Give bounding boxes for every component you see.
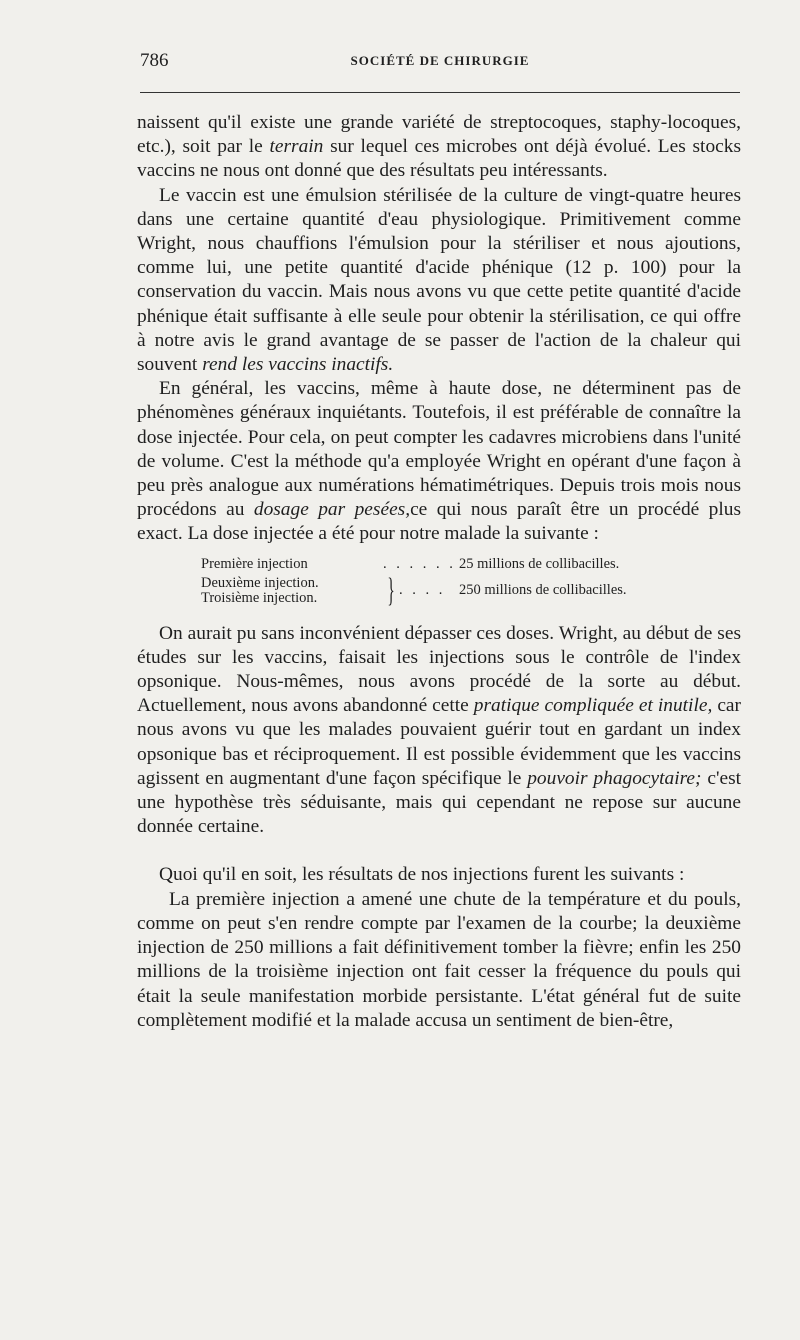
header-rule xyxy=(140,92,740,93)
page-header xyxy=(140,50,740,76)
injection-label: Première injection xyxy=(201,555,308,572)
italic-run: terrain xyxy=(269,136,324,158)
injection-value: 250 millions de collibacilles. xyxy=(459,582,627,599)
injection-value: 25 millions de collibacilles. xyxy=(459,555,620,572)
text-run: car nous avons vu que les malades pouvaient guérir tout en gardant un index opsonique bas et réciproquement. Il est possible évidemment que les vaccins agissent en augmentant d'une façon spécifique le xyxy=(137,695,741,789)
paragraph-5: Quoi qu'il en soit, les résultats de nos injections furent les suivants : xyxy=(159,864,685,886)
page-number: 786 xyxy=(140,50,169,71)
injection-row-group xyxy=(137,571,741,609)
text-run: En général, les vaccins, même à haute dose, ne déterminent pas de phénomènes généraux inquiétants. Toutefois, il est préférable de connaître la dose injectée. Pour cela, on peut compter les cadavres microbiens dans l'unité de volume. C'est la méthode qu'a employée Wright en opérant d'une façon à peu près analogue aux numérations hématimétriques. Depuis trois mois nous procédons au xyxy=(137,378,741,521)
paragraph-6: La première injection a amené une chute de la température et du pouls, comme on peut s'en rendre compte par l'examen de la courbe; la deuxième injection de 250 millions a fait définitivement tomber la fièvre; enfin les 250 millions de la troisième injection ont fait cesser la fréquence du pouls qui était la seule manifestation morbide persistante. L'état général fut de suite complètement modifié et la malade accusa un sentiment de bien-être, xyxy=(137,888,741,1031)
leader-dots: . . . . . . xyxy=(383,555,456,572)
paragraph-2 xyxy=(137,184,741,378)
injection-label: Troisième injection. xyxy=(201,589,318,606)
paragraph-4 xyxy=(137,622,741,840)
paragraph-1 xyxy=(137,111,741,184)
injection-label: Deuxième injection. xyxy=(201,574,319,591)
text-run: ce qui nous paraît être un procédé plus exact. La dose injectée a été pour notre malade la suivante : xyxy=(137,499,741,545)
text-run: c'est une hypothèse très séduisante, mais qui cependant ne repose sur aucune donnée certaine. xyxy=(137,767,741,838)
injection-table xyxy=(137,555,741,609)
running-title: SOCIÉTÉ DE CHIRURGIE xyxy=(350,53,530,68)
text-run: naissent qu'il existe une grande variété de streptocoques, staphy-locoques, etc.), soit par le xyxy=(137,112,741,158)
text-run: On aurait pu sans inconvénient dépasser ces doses. Wright, au début de ses études sur les vaccins, faisait les injections sous le contrôle de l'index opsonique. Nous-mêmes, nous avons procédé de la sorte au début. Actuellement, nous avons abandonné cette xyxy=(137,622,741,717)
italic-run: dosage par pesées, xyxy=(253,499,411,521)
italic-run: rend les vaccins inactifs. xyxy=(202,354,394,376)
injection-row-first xyxy=(137,557,741,572)
page-body xyxy=(137,111,741,1033)
paragraph-gap xyxy=(137,839,741,863)
italic-run: pouvoir phagocytaire; xyxy=(527,767,702,789)
leader-dots: . . . . xyxy=(399,582,446,599)
text-run: sur lequel ces microbes ont déjà évolué. Les stocks vaccins ne nous ont donné que des résultats peu intéressants. xyxy=(137,136,741,182)
text-run: Le vaccin est une émulsion stérilisée de la culture de vingt-quatre heures dans une certaine quantité d'eau physiologique. Primitivement comme Wright, nous chauffions l'émulsion pour la stériliser et nous ajoutions, comme lui, une petite quantité d'acide phénique (12 p. 100) pour la conservation du vaccin. Mais nous avons vu que cette petite quantité d'acide phénique était suffisante à elle seule pour obtenir la stérilisation, ce qui offre à notre avis le grand avantage de se passer de l'action de la chaleur qui souvent xyxy=(137,184,741,376)
italic-run: pratique compliquée et inutile, xyxy=(473,695,713,717)
brace-glyph: } xyxy=(387,571,395,609)
paragraph-3 xyxy=(137,377,741,546)
injection-labels xyxy=(137,576,383,606)
